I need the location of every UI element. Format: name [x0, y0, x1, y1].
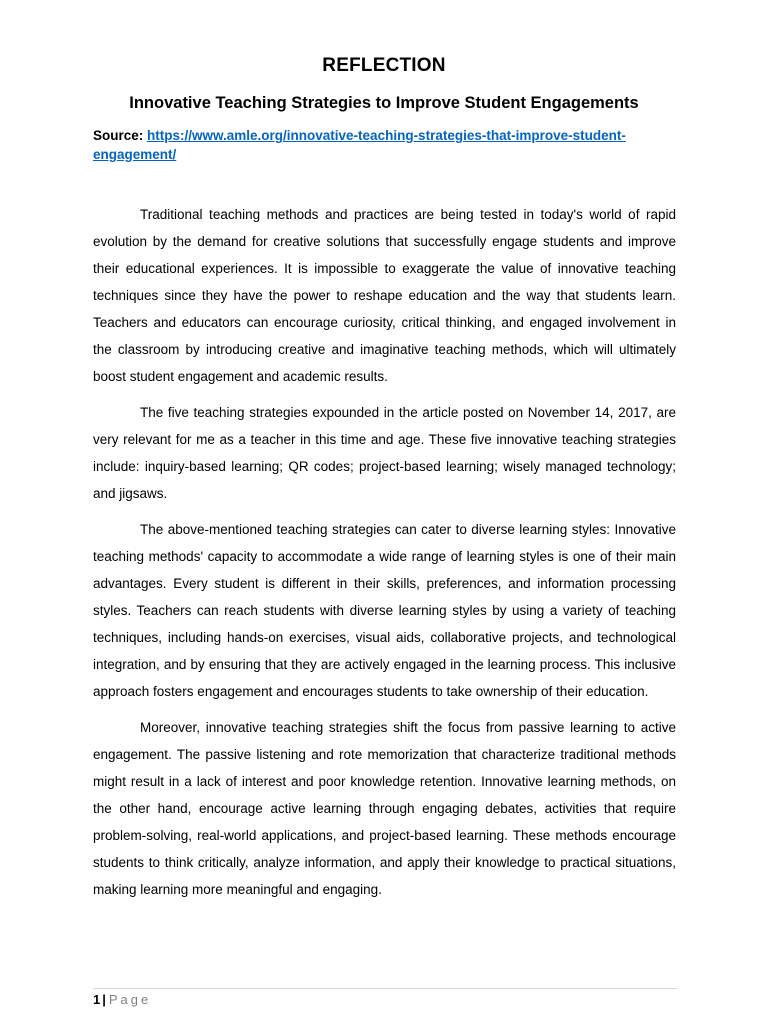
page-footer: [93, 988, 678, 1009]
document-subtitle: Innovative Teaching Strategies to Improve Student Engagements: [129, 94, 639, 112]
source-link[interactable]: https://www.amle.org/innovative-teaching-strategies-that-improve-student-engagement/: [93, 128, 626, 162]
page-label: Page: [108, 992, 152, 1007]
paragraph: Moreover, innovative teaching strategies shift the focus from passive learning to active engagement. The passive listening and rote memorization that characterize traditional methods might result in a lack of interest and poor knowledge retention. Innovative learning methods, on the other hand, encourage active learning through engaging debates, activities that require problem-solving, real-world applications, and project-based learning. These methods encourage students to think critically, analyze information, and apply their knowledge to practical situations, making learning more meaningful and engaging.: [93, 720, 676, 897]
source-label: Source:: [93, 128, 144, 143]
paragraph: The five teaching strategies expounded in the article posted on November 14, 2017, are very relevant for me as a teacher in this time and age. These five innovative teaching strategies include: inquiry-based learning; QR codes; project-based learning; wisely managed technology; and jigsaws.: [93, 405, 676, 501]
paragraph: The above-mentioned teaching strategies can cater to diverse learning styles: Innovative teaching methods' capacity to accommodate a wide range of learning styles is one of their main advantages. Every student is different in their skills, preferences, and information processing styles. Teachers can reach students with diverse learning styles by using a variety of teaching techniques, including hands-on exercises, visual aids, collaborative projects, and technological integration, and by ensuring that they are actively engaged in the learning process. This inclusive approach fosters engagement and encourages students to take ownership of their education.: [93, 522, 676, 699]
paragraph: Traditional teaching methods and practices are being tested in today's world of rapid evolution by the demand for creative solutions that successfully engage students and improve their educational experiences. It is impossible to exaggerate the value of innovative teaching techniques since they have the power to reshape education and the way that students learn. Teachers and educators can encourage curiosity, critical thinking, and engaged involvement in the classroom by introducing creative and imaginative teaching methods, which will ultimately boost student engagement and academic results.: [93, 207, 676, 384]
document-title: REFLECTION: [322, 55, 446, 76]
footer-separator: |: [102, 992, 106, 1007]
source-line: [93, 126, 678, 164]
body-text: [93, 201, 676, 912]
page-number: 1: [93, 992, 101, 1007]
